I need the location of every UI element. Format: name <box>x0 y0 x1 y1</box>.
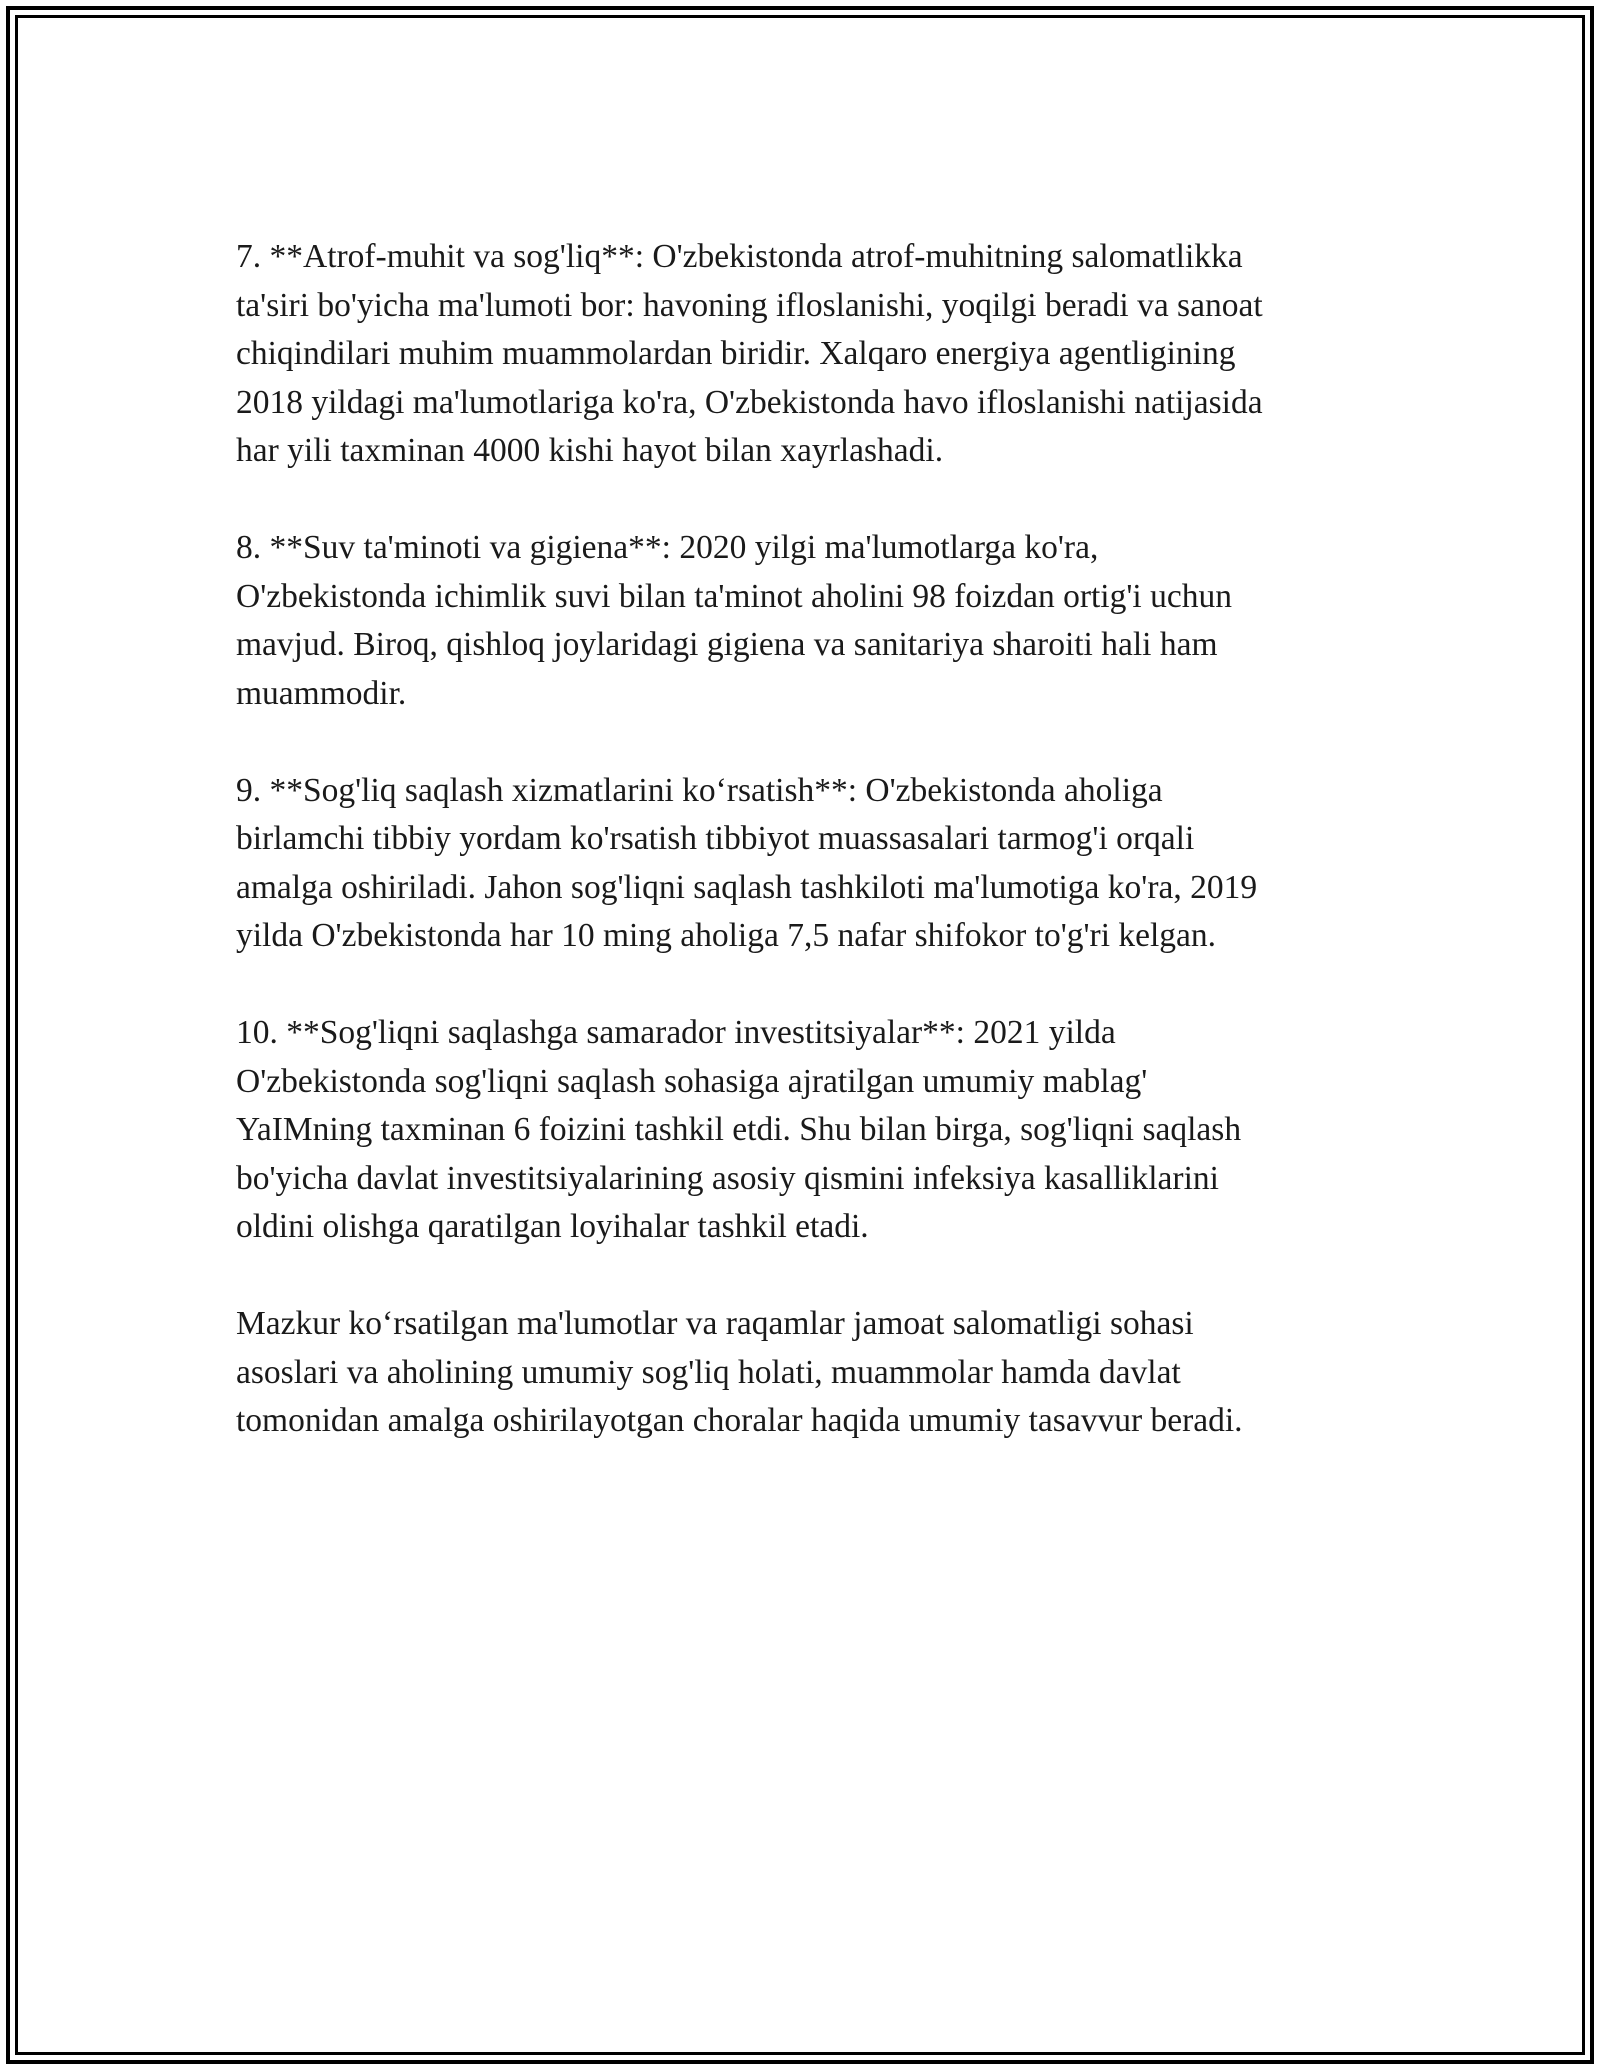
paragraph-environment-health <box>236 233 1386 476</box>
text-line: ta'siri bo'yicha ma'lumoti bor: havoning ifloslanishi, yoqilgi beradi va sanoat <box>236 286 1263 324</box>
text-line: asoslari va aholining umumiy sog'liq holati, muammolar hamda davlat <box>236 1353 1181 1391</box>
text-line: 2018 yildagi ma'lumotlariga ko'ra, O'zbekistonda havo ifloslanishi natijasida <box>236 383 1263 421</box>
document-body <box>236 233 1386 1494</box>
paragraph-water-supply <box>236 524 1386 718</box>
text-line: 8. **Suv ta'minoti va gigiena**: 2020 yilgi ma'lumotlarga ko'ra, <box>236 529 1099 566</box>
text-line: har yili taxminan 4000 kishi hayot bilan xayrlashadi. <box>236 432 944 469</box>
text-line: O'zbekistonda ichimlik suvi bilan ta'minot aholini 98 foizdan ortig'i uchun <box>236 577 1232 615</box>
text-line: tomonidan amalga oshirilayotgan choralar haqida umumiy tasavvur beradi. <box>236 1402 1243 1439</box>
text-line: oldini olishga qaratilgan loyihalar tashkil etadi. <box>236 1208 869 1245</box>
text-line: yilda O'zbekistonda har 10 ming aholiga 7,5 nafar shifokor to'g'ri kelgan. <box>236 917 1217 954</box>
text-line: Mazkur ko‘rsatilgan ma'lumotlar va raqamlar jamoat salomatligi sohasi <box>236 1305 1194 1342</box>
paragraph-health-services <box>236 767 1386 961</box>
text-line: muammodir. <box>236 674 407 712</box>
text-line: amalga oshiriladi. Jahon sog'liqni saqlash tashkiloti ma'lumotiga ko'ra, 2019 <box>236 868 1258 906</box>
text-line: YaIMning taxminan 6 foizini tashkil etdi. Shu bilan birga, sog'liqni saqlash <box>236 1111 1242 1148</box>
text-line: birlamchi tibbiy yordam ko'rsatish tibbiyot muassasalari tarmog'i orqali <box>236 820 1195 857</box>
paragraph-health-investments <box>236 1009 1386 1252</box>
text-line: bo'yicha davlat investitsiyalarining asosiy qismini infeksiya kasalliklarini <box>236 1159 1219 1197</box>
text-line: 10. **Sog'liqni saqlashga samarador investitsiyalar**: 2021 yilda <box>236 1014 1116 1051</box>
text-line: 7. **Atrof-muhit va sog'liq**: O'zbekistonda atrof-muhitning salomatlikka <box>236 238 1243 275</box>
text-line: 9. **Sog'liq saqlash xizmatlarini ko‘rsatish**: O'zbekistonda aholiga <box>236 771 1163 809</box>
paragraph-conclusion <box>236 1300 1386 1446</box>
text-line: chiqindilari muhim muammolardan biridir. Xalqaro energiya agentligining <box>236 335 1236 372</box>
text-line: mavjud. Biroq, qishloq joylaridagi gigiena va sanitariya sharoiti hali ham <box>236 626 1218 663</box>
text-line: O'zbekistonda sog'liqni saqlash sohasiga ajratilgan umumiy mablag' <box>236 1062 1148 1100</box>
